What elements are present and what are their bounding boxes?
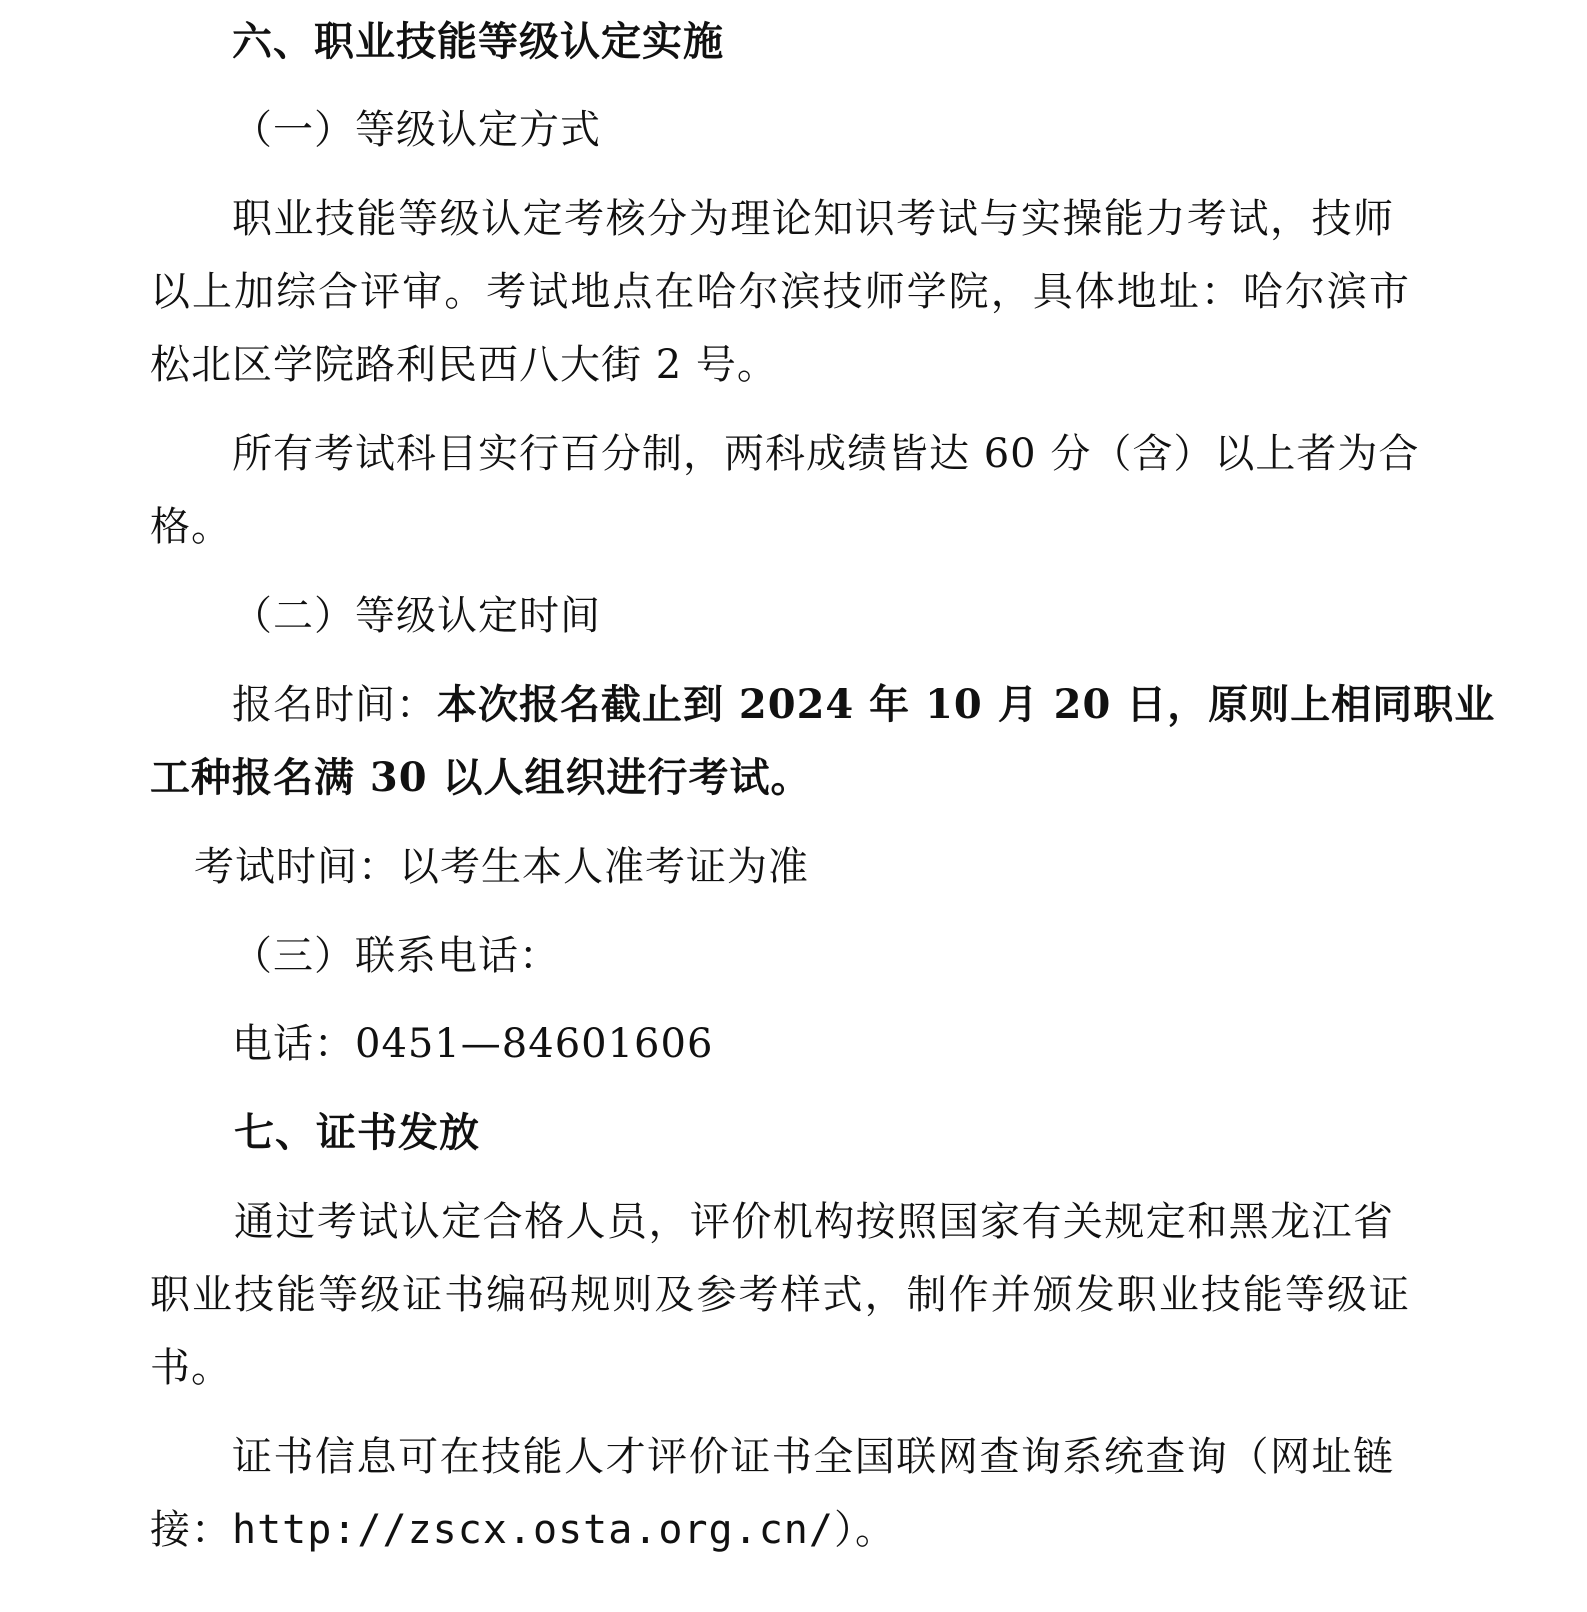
paragraph-line: 以上加综合评审。考试地点在哈尔滨技师学院，具体地址：哈尔滨市: [150, 269, 1410, 315]
subsection-1-heading: （一）等级认定方式: [232, 107, 601, 153]
subsection-2-heading: （二）等级认定时间: [232, 593, 601, 639]
section-7-heading: 七、证书发放: [234, 1110, 480, 1156]
paragraph-line: 书。: [150, 1345, 232, 1391]
paragraph-line: 证书信息可在技能人才评价证书全国联网查询系统查询（网址链: [232, 1434, 1394, 1480]
registration-deadline-text: 本次报名截止到 2024 年 10 月 20 日，原则上相同职业: [437, 681, 1496, 728]
paragraph-line: 职业技能等级证书编码规则及参考样式，制作并颁发职业技能等级证: [150, 1272, 1410, 1318]
registration-line-1: [232, 679, 1496, 731]
registration-label: 报名时间：: [232, 682, 437, 728]
section-6-heading: 六、职业技能等级认定实施: [232, 19, 724, 65]
phone-number: 电话：0451—84601606: [232, 1021, 714, 1067]
certificate-query-link[interactable]: http://zscx.osta.org.cn/: [232, 1507, 834, 1553]
paragraph-line: 通过考试认定合格人员，评价机构按照国家有关规定和黑龙江省: [234, 1199, 1394, 1245]
url-line: [150, 1504, 896, 1556]
subsection-3-heading: （三）联系电话：: [232, 933, 560, 979]
paragraph-line: 格。: [150, 504, 232, 550]
registration-line-2: 工种报名满 30 以人组织进行考试。: [150, 754, 812, 801]
paragraph-line: 所有考试科目实行百分制，两科成绩皆达 60 分（含）以上者为合: [232, 431, 1420, 477]
url-prefix: 接：: [150, 1507, 232, 1553]
paragraph-line: 职业技能等级认定考核分为理论知识考试与实操能力考试，技师: [232, 196, 1394, 242]
exam-time: 考试时间：以考生本人准考证为准: [194, 844, 809, 890]
paragraph-line: 松北区学院路利民西八大街 2 号。: [150, 342, 778, 388]
url-suffix: ）。: [833, 1507, 896, 1553]
